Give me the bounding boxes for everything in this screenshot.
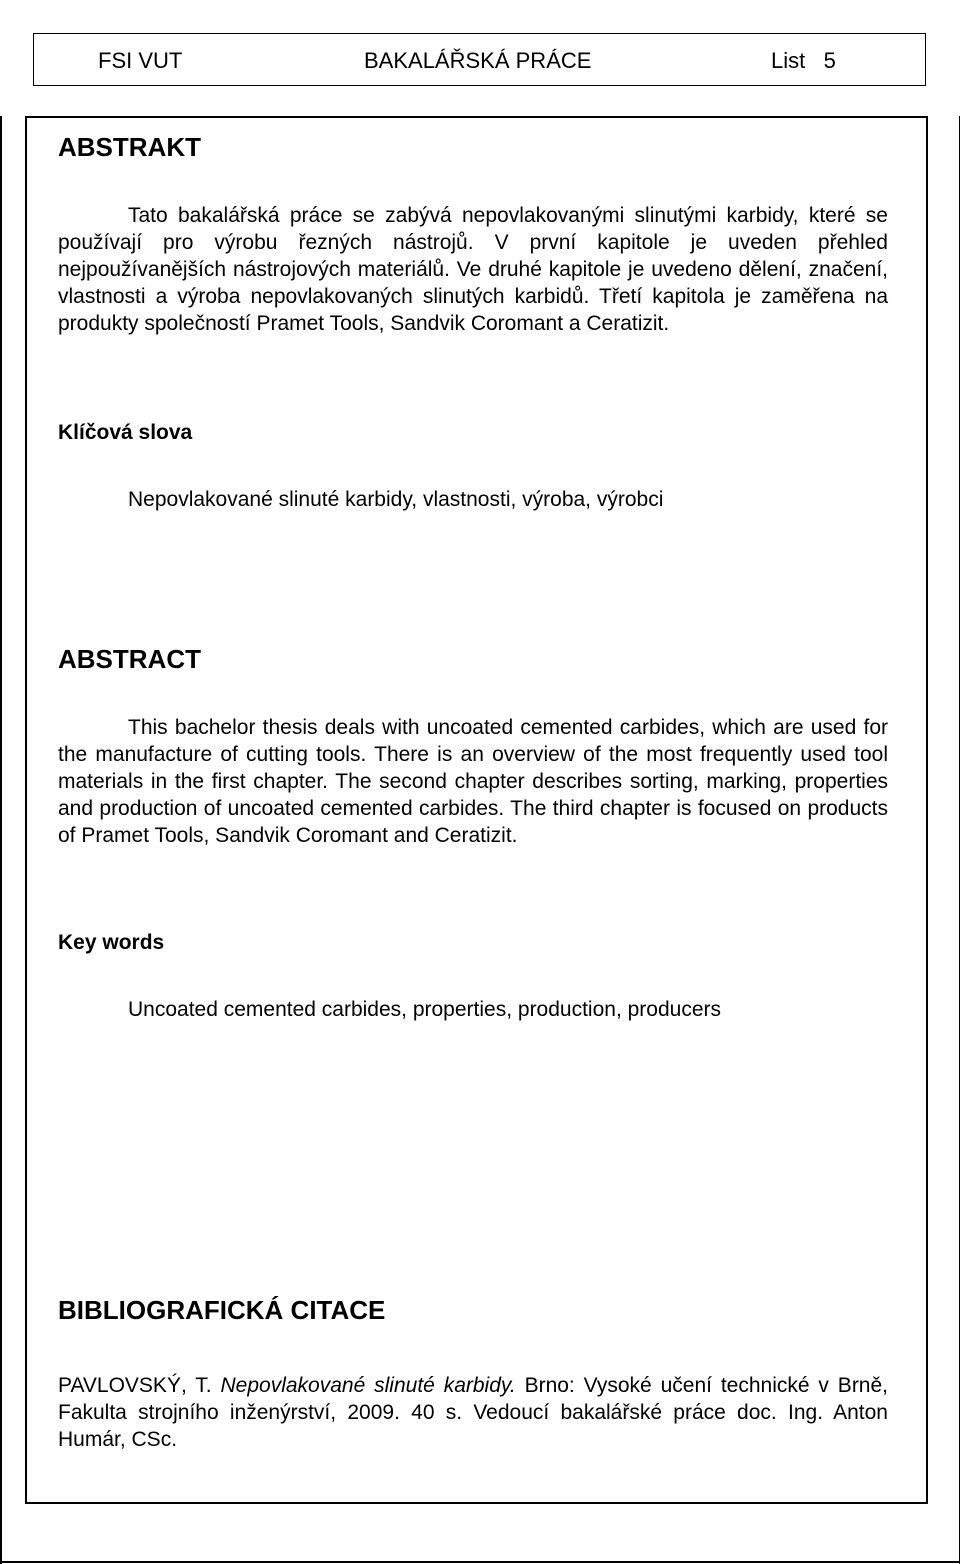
key-words-heading: Key words bbox=[58, 931, 165, 954]
klicova-slova-text: Nepovlakované slinuté karbidy, vlastnosti, výroba, výrobci bbox=[128, 488, 664, 511]
citation-author: PAVLOVSKÝ, T. bbox=[58, 1374, 221, 1397]
key-words-text: Uncoated cemented carbides, properties, production, producers bbox=[128, 998, 722, 1021]
citation-work-title: Nepovlakované slinuté karbidy. bbox=[220, 1374, 516, 1397]
header-document-type: BAKALÁŘSKÁ PRÁCE bbox=[364, 48, 592, 73]
header-faculty: FSI VUT bbox=[98, 48, 183, 73]
abstrakt-text: Tato bakalářská práce se zabývá nepovlakovanými slinutými karbidy, které se používají pro výrobu řezných nástrojů. V první kapitole je uveden přehled nejpoužívanějších nástrojových materiálů. Ve druhé kapitole je uvedeno dělení, značení, vlastnosti a výroba nepovlakovaných slinutých karbidů. Třetí kapitola je zaměřena na produkty společností Pramet Tools, Sandvik Coromant a Ceratizit. bbox=[58, 204, 888, 335]
citation-text bbox=[58, 1372, 888, 1453]
citation-details: Brno: Vysoké učení technické v Brně, Fakulta strojního inženýrství, 2009. 40 s. Vedoucí bakalářské práce doc. Ing. Anton Humár, CSc. bbox=[58, 1374, 888, 1451]
abstract-text: This bachelor thesis deals with uncoated cemented carbides, which are used for the manufacture of cutting tools. There is an overview of the most frequently used tool materials in the first chapter. The second chapter describes sorting, marking, properties and production of uncoated cemented carbides. The third chapter is focused on products of Pramet Tools, Sandvik Coromant and Ceratizit. bbox=[58, 716, 888, 847]
citation-heading: BIBLIOGRAFICKÁ CITACE bbox=[58, 1295, 386, 1325]
page-header bbox=[33, 33, 926, 86]
klicova-slova-heading: Klíčová slova bbox=[58, 421, 193, 444]
header-page-number: List 5 bbox=[771, 48, 836, 73]
abstrakt-heading: ABSTRAKT bbox=[58, 132, 201, 162]
outer-border-left bbox=[0, 116, 2, 1564]
outer-border-bottom bbox=[0, 1561, 960, 1563]
abstract-heading: ABSTRACT bbox=[58, 644, 201, 674]
